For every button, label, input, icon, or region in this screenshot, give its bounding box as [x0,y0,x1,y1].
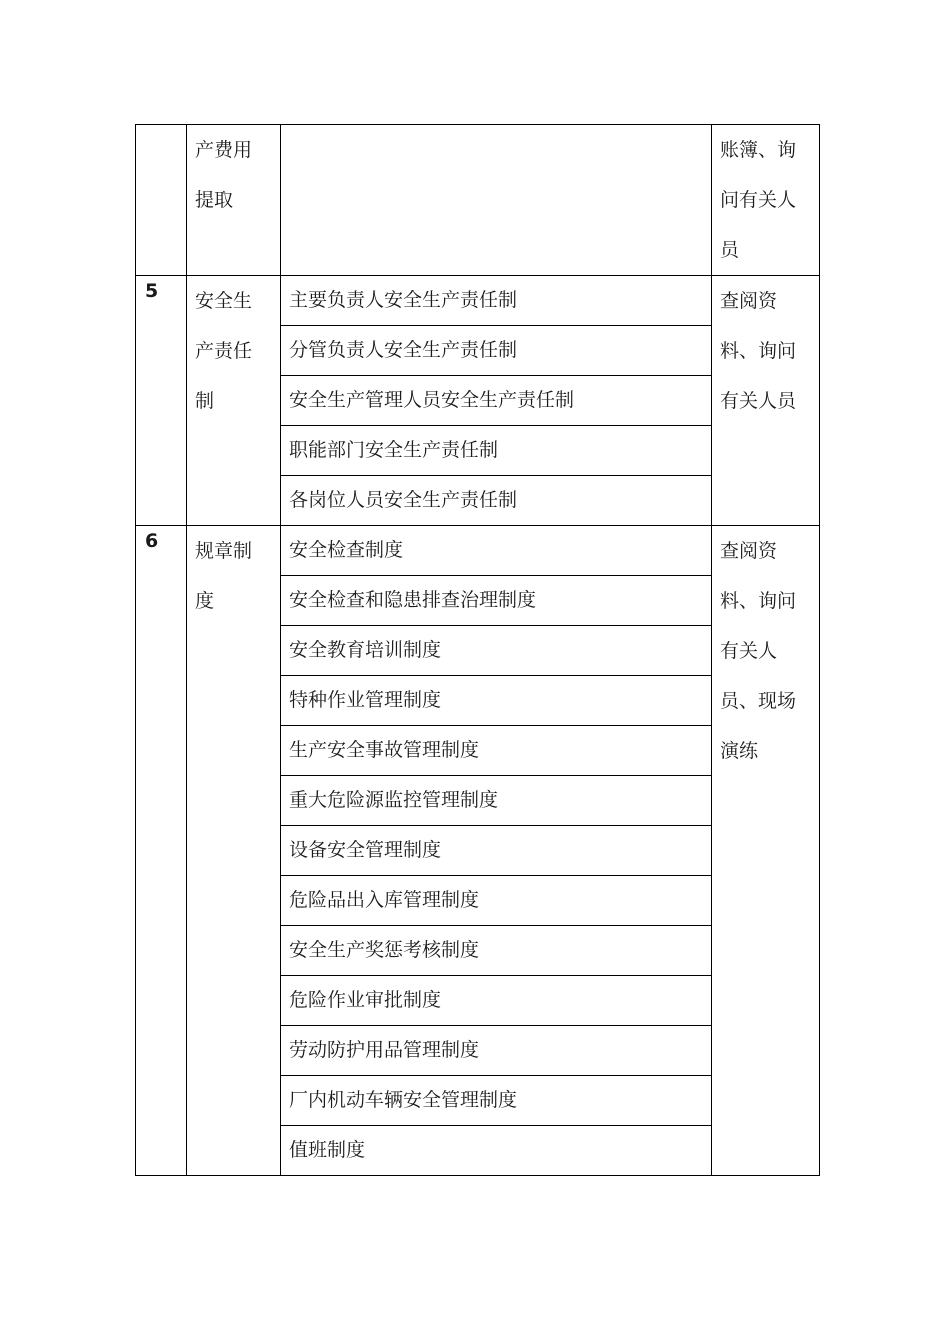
item-cell: 危险品出入库管理制度 [281,876,712,926]
category-line: 产费用 [195,139,253,161]
table-row [136,125,820,276]
category-line: 产责任 [195,340,253,362]
row-number-cell [136,125,187,276]
method-line: 有关人 [720,640,778,662]
item-cell: 主要负责人安全生产责任制 [281,276,712,326]
method-line: 演练 [720,740,759,762]
table-row [136,526,820,576]
item-cell: 安全检查制度 [281,526,712,576]
item-cell: 各岗位人员安全生产责任制 [281,476,712,526]
method-cell [712,125,820,276]
category-line: 规章制 [195,540,253,562]
method-line: 问有关人 [720,189,797,211]
item-cell: 安全生产管理人员安全生产责任制 [281,376,712,426]
item-cell: 劳动防护用品管理制度 [281,1026,712,1076]
item-cell: 生产安全事故管理制度 [281,726,712,776]
item-cell [281,125,712,276]
item-cell: 安全生产奖惩考核制度 [281,926,712,976]
method-cell [712,276,820,526]
item-cell: 特种作业管理制度 [281,676,712,726]
method-line: 料、询问 [720,340,797,362]
method-line: 账簿、询 [720,139,797,161]
item-cell: 值班制度 [281,1126,712,1176]
category-line: 提取 [195,189,234,211]
table-row [136,276,820,326]
category-line: 安全生 [195,290,253,312]
method-line: 有关人员 [720,390,797,412]
method-line: 料、询问 [720,590,797,612]
item-cell: 安全检查和隐患排查治理制度 [281,576,712,626]
category-line: 制 [195,390,215,412]
method-line: 员、现场 [720,690,797,712]
item-cell: 重大危险源监控管理制度 [281,776,712,826]
category-cell [187,276,281,526]
method-line: 查阅资 [720,540,778,562]
item-cell: 职能部门安全生产责任制 [281,426,712,476]
method-cell [712,526,820,1176]
table-body [136,125,820,1176]
item-cell: 安全教育培训制度 [281,626,712,676]
item-cell: 厂内机动车辆安全管理制度 [281,1076,712,1126]
category-line: 度 [195,590,215,612]
item-cell: 分管负责人安全生产责任制 [281,326,712,376]
category-cell [187,125,281,276]
inspection-table [135,124,820,1176]
row-number-cell: 6 [136,526,187,1176]
method-line: 查阅资 [720,290,778,312]
row-number-cell: 5 [136,276,187,526]
item-cell: 设备安全管理制度 [281,826,712,876]
method-line: 员 [720,239,740,261]
item-cell: 危险作业审批制度 [281,976,712,1026]
category-cell [187,526,281,1176]
